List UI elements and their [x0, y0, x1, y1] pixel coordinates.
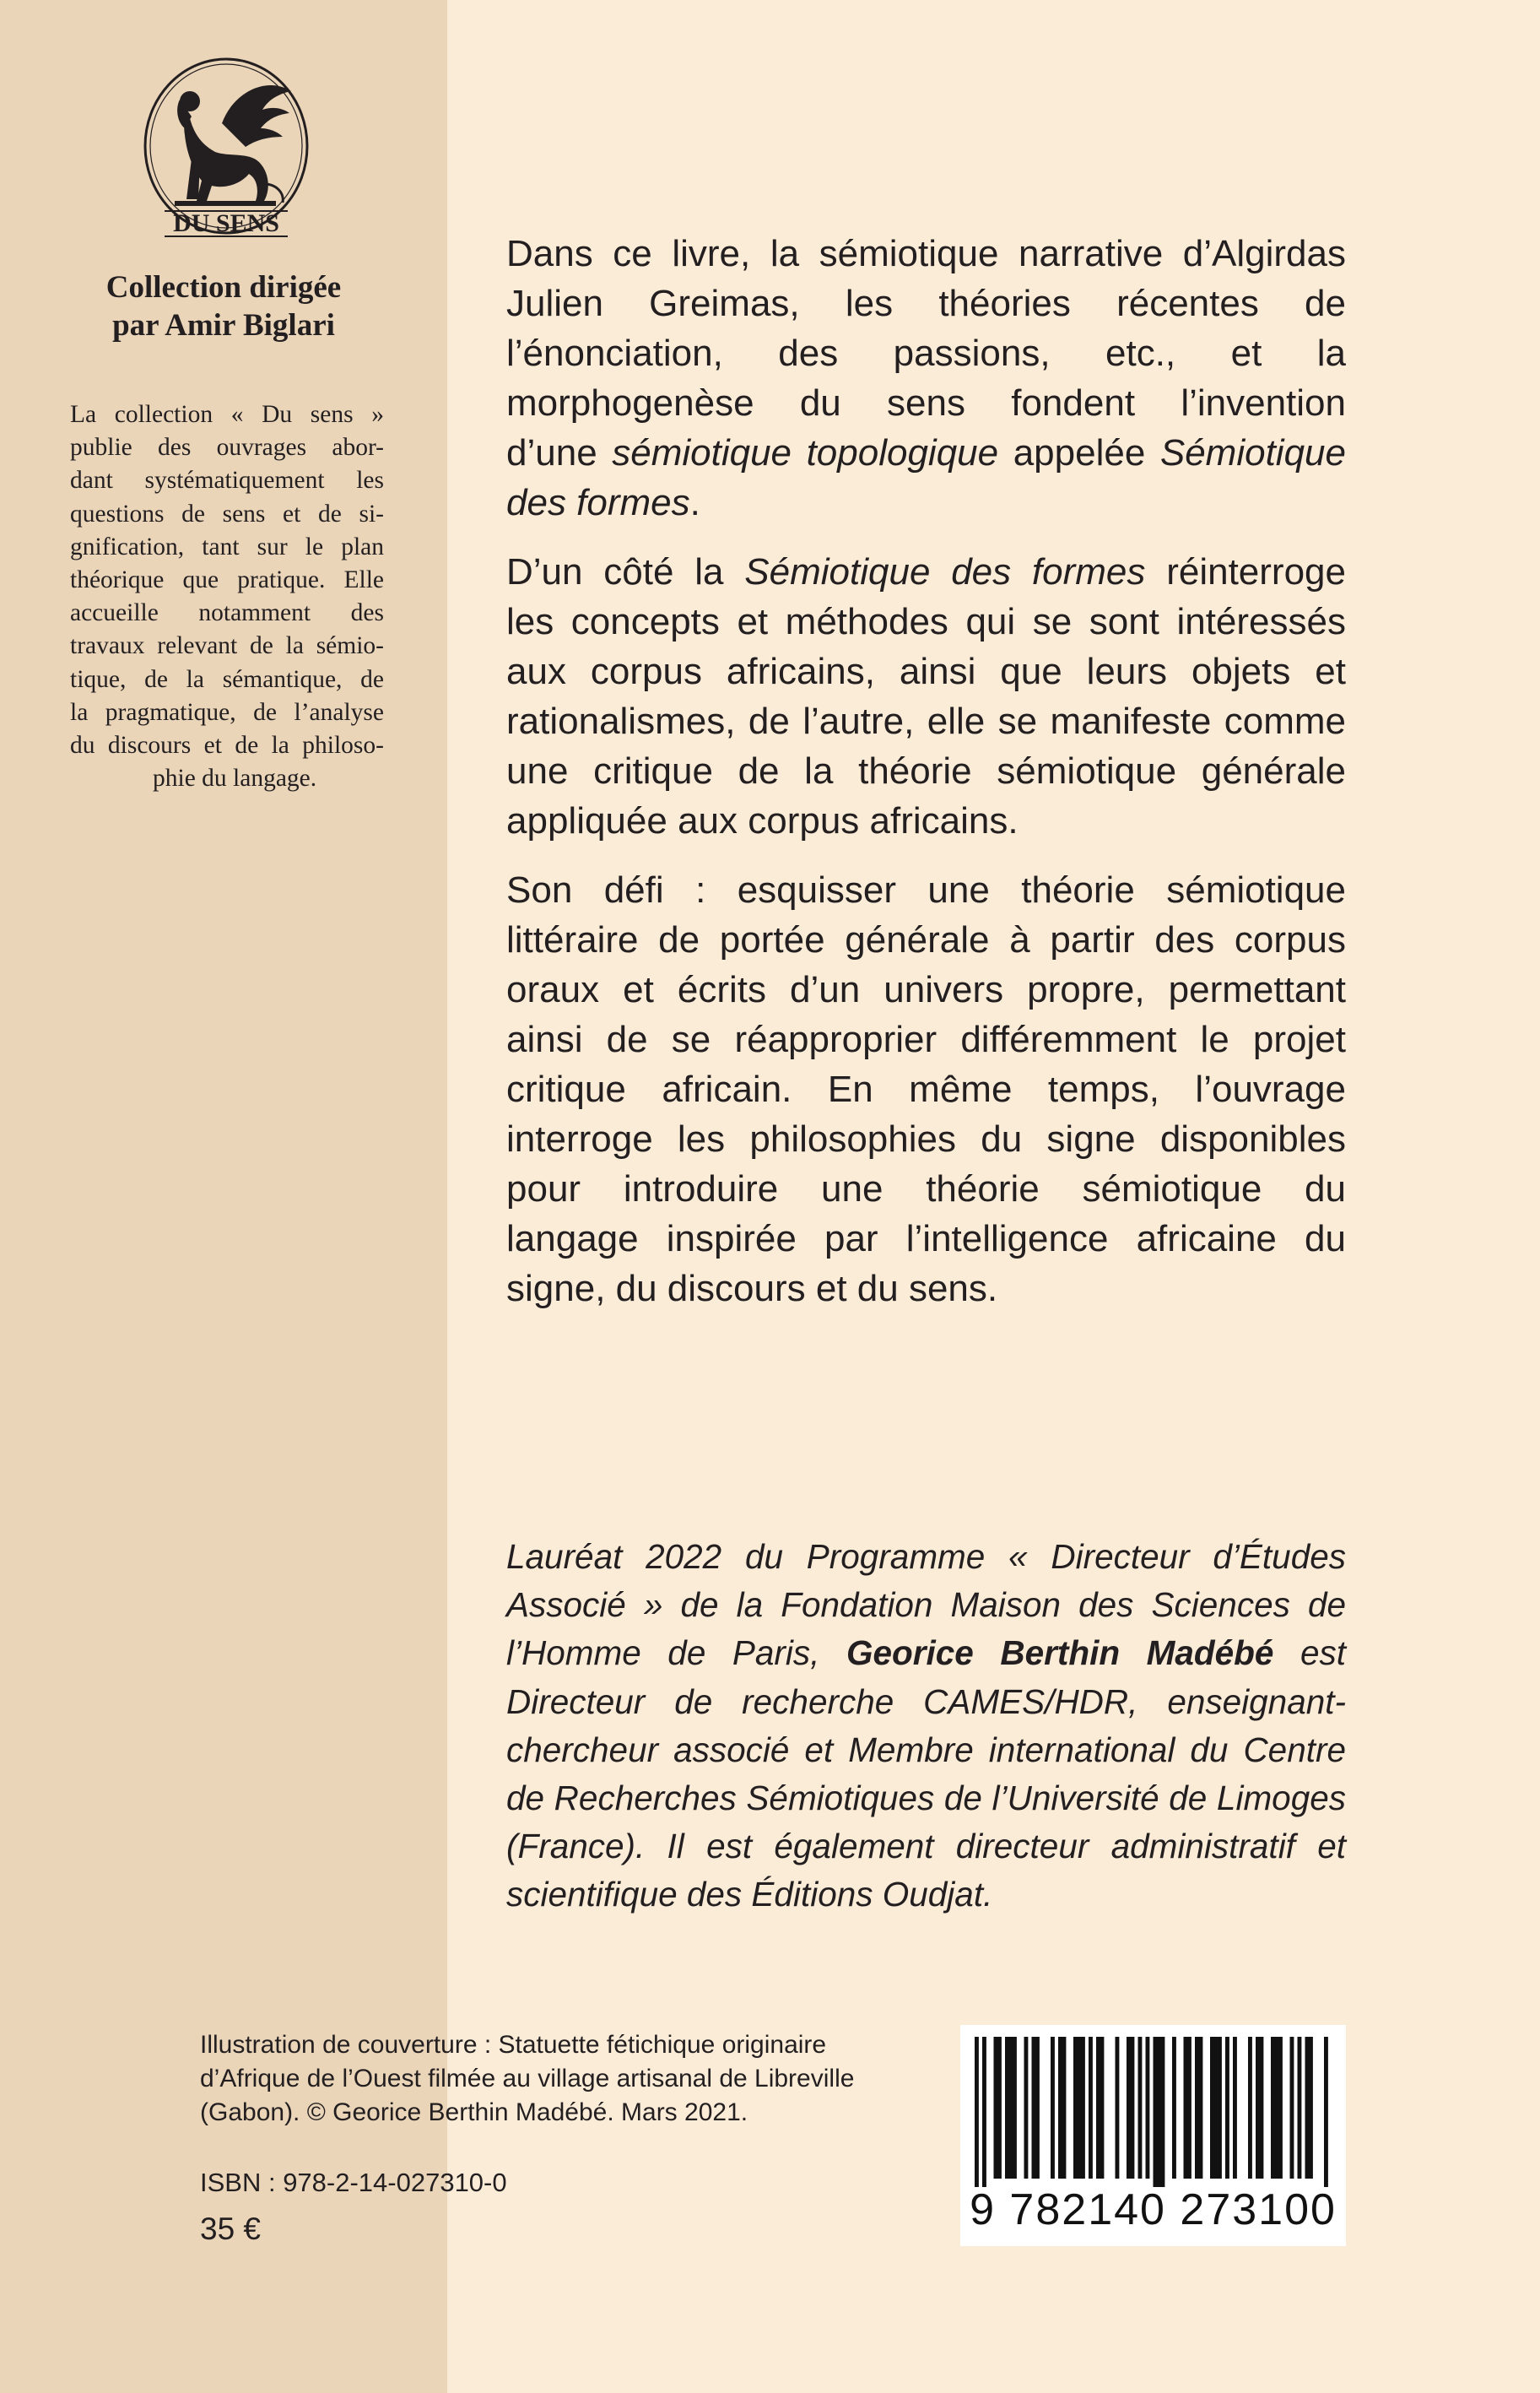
- author-name: Georice Berthin Madébé: [846, 1633, 1274, 1673]
- description-line: accueille notamment des: [70, 599, 384, 627]
- text-run: l’Homme de Paris,: [506, 1633, 846, 1673]
- book-summary: [506, 229, 1346, 1333]
- barcode-bar: [1024, 2037, 1029, 2179]
- collection-heading-line: par Amir Biglari: [112, 308, 335, 343]
- barcode-bar: [1146, 2037, 1150, 2179]
- credit-line: (Gabon). © Georice Berthin Madébé. Mars 2021.: [200, 2098, 748, 2126]
- collection-heading-line: Collection dirigée: [105, 270, 342, 305]
- summary-line: pour introduire une théorie sémiotique du: [506, 1168, 1346, 1210]
- text-run: D’un côté la: [506, 551, 745, 593]
- barcode-bar: [1058, 2037, 1062, 2179]
- summary-line: les concepts et méthodes qui se sont intéressés: [506, 601, 1346, 642]
- barcode-bar: [1078, 2037, 1082, 2179]
- barcode-bar: [1081, 2037, 1085, 2179]
- summary-line: appliquée aux corpus africains.: [506, 800, 1019, 842]
- barcode-bar: [1278, 2037, 1283, 2179]
- description-line: travaux relevant de la sémio-: [70, 632, 384, 660]
- barcode-bar: [1138, 2037, 1143, 2179]
- text-run: .: [689, 482, 700, 523]
- italic-text: Sémiotique des formes: [744, 551, 1146, 593]
- barcode-bar: [1161, 2037, 1165, 2187]
- text-run: d’une: [506, 432, 613, 474]
- barcode-bar: [997, 2037, 1002, 2179]
- barcode-bars: [975, 2037, 1332, 2187]
- italic-text: sémiotique topologique: [612, 432, 999, 474]
- bio-line: (France). Il est également directeur administratif et: [506, 1827, 1346, 1866]
- barcode-bar: [1195, 2037, 1199, 2179]
- barcode-bar: [1248, 2037, 1252, 2179]
- barcode-bar: [1275, 2037, 1279, 2179]
- barcode-bar: [1271, 2037, 1275, 2179]
- barcode-bar: [1073, 2037, 1078, 2179]
- credit-line: Illustration de couverture : Statuette fétichique originaire: [200, 2031, 827, 2059]
- summary-line: littéraire de portée générale à partir des corpus: [506, 919, 1346, 961]
- text-run: est: [1273, 1633, 1346, 1673]
- description-line: dant systématiquement les: [70, 467, 384, 495]
- barcode-bar: [1062, 2037, 1067, 2179]
- summary-line: oraux et écrits d’un univers propre, permettant: [506, 969, 1346, 1010]
- text-run: appelée: [998, 432, 1160, 474]
- author-bio: [506, 1533, 1346, 1919]
- summary-line: rationalismes, de l’autre, elle se manifeste comme: [506, 701, 1346, 742]
- bio-line: [506, 1629, 1346, 1677]
- bio-line: Lauréat 2022 du Programme « Directeur d’Études: [506, 1537, 1346, 1576]
- barcode-bar: [1089, 2037, 1093, 2179]
- summary-line: Son défi : esquisser une théorie sémiotique: [506, 869, 1346, 911]
- barcode-bar: [1013, 2037, 1017, 2179]
- barcode-bar: [1214, 2037, 1218, 2179]
- barcode-bar: [1199, 2037, 1203, 2179]
- summary-line: critique africain. En même temps, l’ouvrage: [506, 1069, 1346, 1110]
- barcode-bar: [1290, 2037, 1294, 2179]
- price: 35 €: [200, 2212, 262, 2246]
- description-line: questions de sens et de si-: [70, 500, 384, 528]
- barcode-bar: [1260, 2037, 1264, 2179]
- summary-line: morphogenèse du sens fondent l’invention: [506, 382, 1346, 424]
- summary-paragraph: [506, 229, 1346, 528]
- barcode-bar: [1184, 2037, 1188, 2179]
- barcode-bar: [1210, 2037, 1214, 2179]
- collection-heading: [51, 268, 397, 344]
- bio-line: Associé » de la Fondation Maison des Sciences de: [506, 1585, 1346, 1625]
- bio-line: scientifique des Éditions Oudjat.: [506, 1875, 993, 1914]
- summary-line: interroge les philosophies du signe disponibles: [506, 1118, 1346, 1160]
- description-line: théorique que pratique. Elle: [70, 566, 384, 594]
- summary-line: langage inspirée par l’intelligence africaine du: [506, 1218, 1346, 1259]
- barcode-bar: [994, 2037, 998, 2179]
- barcode-bar: [1154, 2037, 1158, 2187]
- barcode-bar: [1051, 2037, 1055, 2179]
- barcode-bar: [1324, 2037, 1328, 2187]
- barcode-bar: [1256, 2037, 1260, 2179]
- summary-line: ainsi de se réapproprier différemment le projet: [506, 1019, 1346, 1060]
- barcode-bar: [975, 2037, 979, 2187]
- barcode-bar: [1218, 2037, 1222, 2179]
- bio-line: de Recherches Sémiotiques de l’Université de Limoges: [506, 1779, 1346, 1818]
- publisher-logo: [141, 57, 311, 243]
- barcode-bar: [1172, 2037, 1176, 2179]
- barcode-bar: [1305, 2037, 1310, 2179]
- sphinx-emblem-icon: [141, 57, 311, 243]
- summary-paragraph: [506, 547, 1346, 846]
- bio-line: Directeur de recherche CAMES/HDR, enseignant-: [506, 1681, 1346, 1721]
- barcode-bar: [1131, 2037, 1135, 2179]
- barcode-bar: [1127, 2037, 1131, 2179]
- summary-line: une critique de la théorie sémiotique générale: [506, 750, 1346, 792]
- barcode-bar: [1187, 2037, 1191, 2179]
- description-line: du discours et de la philoso-: [70, 732, 384, 760]
- collection-description: [70, 398, 384, 795]
- barcode-bar: [1032, 2037, 1036, 2179]
- barcode-bar: [1035, 2037, 1040, 2179]
- italic-text: Sémiotique: [1159, 432, 1346, 474]
- italic-text: des formes: [506, 482, 690, 523]
- summary-paragraph: [506, 865, 1346, 1313]
- summary-line: aux corpus africains, ainsi que leurs objets et: [506, 651, 1346, 692]
- barcode-bar: [1009, 2037, 1013, 2179]
- barcode-bar: [1233, 2037, 1237, 2179]
- barcode-bar: [1116, 2037, 1120, 2179]
- bio-line: chercheur associé et Membre international du Centre: [506, 1730, 1346, 1769]
- barcode-digits: 9 782140 273100: [970, 2185, 1337, 2234]
- logo-label: DU SENS: [173, 209, 279, 237]
- barcode-bar: [1298, 2037, 1302, 2179]
- summary-line: l’énonciation, des passions, etc., et la: [506, 333, 1346, 374]
- summary-line: [506, 428, 1346, 478]
- barcode-bar: [1096, 2037, 1100, 2179]
- credit-line: d’Afrique de l’Ouest filmée au village artisanal de Libreville: [200, 2065, 855, 2093]
- cover-illustration-credit: [200, 2028, 875, 2130]
- barcode-bar: [1225, 2037, 1229, 2179]
- summary-line: [506, 547, 1346, 597]
- barcode-bar: [1100, 2037, 1105, 2179]
- barcode-bar: [982, 2037, 986, 2187]
- barcode-bar: [1005, 2037, 1009, 2179]
- description-line: gnification, tant sur le plan: [70, 533, 384, 560]
- summary-line: [506, 478, 1346, 528]
- isbn: ISBN : 978-2-14-027310-0: [200, 2168, 507, 2197]
- summary-line: signe, du discours et du sens.: [506, 1268, 998, 1309]
- description-line: phie du langage.: [153, 765, 317, 793]
- description-line: La collection « Du sens »: [70, 401, 384, 428]
- barcode: [960, 2025, 1346, 2246]
- description-line: tique, de la sémantique, de: [70, 665, 384, 693]
- summary-line: Dans ce livre, la sémiotique narrative d’Algirdas: [506, 233, 1346, 274]
- barcode-bar: [1309, 2037, 1313, 2179]
- barcode-bar: [1157, 2037, 1161, 2187]
- description-line: publie des ouvrages abor-: [70, 434, 384, 462]
- text-run: réinterroge: [1145, 551, 1346, 593]
- description-line: la pragmatique, de l’analyse: [70, 698, 384, 726]
- summary-line: Julien Greimas, les théories récentes de: [506, 283, 1346, 324]
